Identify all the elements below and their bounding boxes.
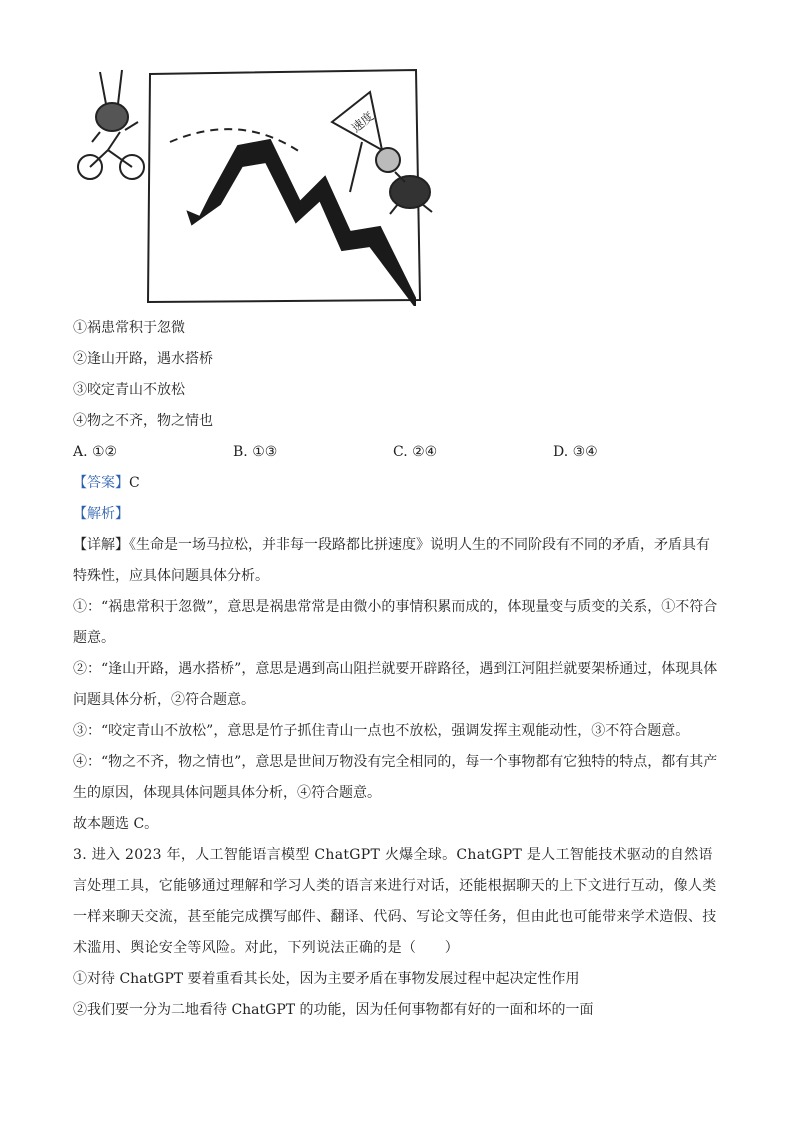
rabbit-cyclist xyxy=(78,70,144,179)
conclusion: 故本题选 C。 xyxy=(73,816,159,832)
q3-option-1: ①对待 ChatGPT 要着重看其长处，因为主要矛盾在事物发展过程中起决定性作用 xyxy=(73,971,580,987)
answer-value: C xyxy=(129,475,140,491)
explanation-3: ③：“咬定青山不放松”，意思是竹子抓住青山一点也不放松，强调发挥主观能动性，③不符合题意。 xyxy=(73,723,690,739)
q3-option-2: ②我们要一分为二地看待 ChatGPT 的功能，因为任何事物都有好的一面和坏的一面 xyxy=(73,1002,594,1018)
speed-sign xyxy=(332,92,382,192)
explanation-2: ②：“逢山开路，遇水搭桥”，意思是遇到高山阻拦就要开辟路径，遇到江河阻拦就要架桥通过，体现具体问题具体分析，②符合题意。 xyxy=(73,661,718,708)
statement-3: ③咬定青山不放松 xyxy=(73,382,185,398)
explanation-1: ①：“祸患常积于忽微”，意思是祸患常常是由微小的事情积累而成的，体现量变与质变的关系，①不符合题意。 xyxy=(73,599,718,646)
answer-tag: 【答案】 xyxy=(73,475,129,491)
choice-a: A. ①② xyxy=(73,444,118,460)
analysis-tag: 【解析】 xyxy=(73,506,129,522)
tortoise-runner xyxy=(376,148,432,214)
svg-text:速度: 速度 xyxy=(348,109,377,136)
marathon-cartoon xyxy=(70,62,442,306)
detail-text: 《生命是一场马拉松，并非每一段路都比拼速度》说明人生的不同阶段有不同的矛盾，矛盾具有特殊性，应具体问题具体分析。 xyxy=(73,537,710,584)
statement-2: ②逢山开路，遇水搭桥 xyxy=(73,351,213,367)
statement-4: ④物之不齐，物之情也 xyxy=(73,413,213,429)
statement-1: ①祸患常积于忽微 xyxy=(73,320,185,336)
choice-d: D. ③④ xyxy=(553,444,598,460)
choice-b: B. ①③ xyxy=(233,444,278,460)
question3-stem: 3. 进入 2023 年，人工智能语言模型 ChatGPT 火爆全球。ChatGPT 是人工智能技术驱动的自然语言处理工具，它能够通过理解和学习人类的语言来进行对话，还能根据聊天的上下文进行互动，像人类一样来聊天交流，甚至能完成撰写邮件、翻译、代码、写论文等任务，但由此也可能带来学术造假、技术滥用、舆论安全等风险。对此，下列说法正确的是（ ） xyxy=(73,847,717,956)
detail-paragraph xyxy=(73,530,723,592)
document-body xyxy=(73,313,723,1026)
jump-trajectory xyxy=(170,129,300,152)
detail-tag: 【详解】 xyxy=(73,537,129,553)
answer-line xyxy=(73,468,723,499)
explanation-4: ④：“物之不齐，物之情也”，意思是世间万物没有完全相同的，每一个事物都有它独特的特点，都有其产生的原因，体现具体问题具体分析，④符合题意。 xyxy=(73,754,718,801)
choice-c: C. ②④ xyxy=(393,444,438,460)
choice-row xyxy=(73,437,723,468)
